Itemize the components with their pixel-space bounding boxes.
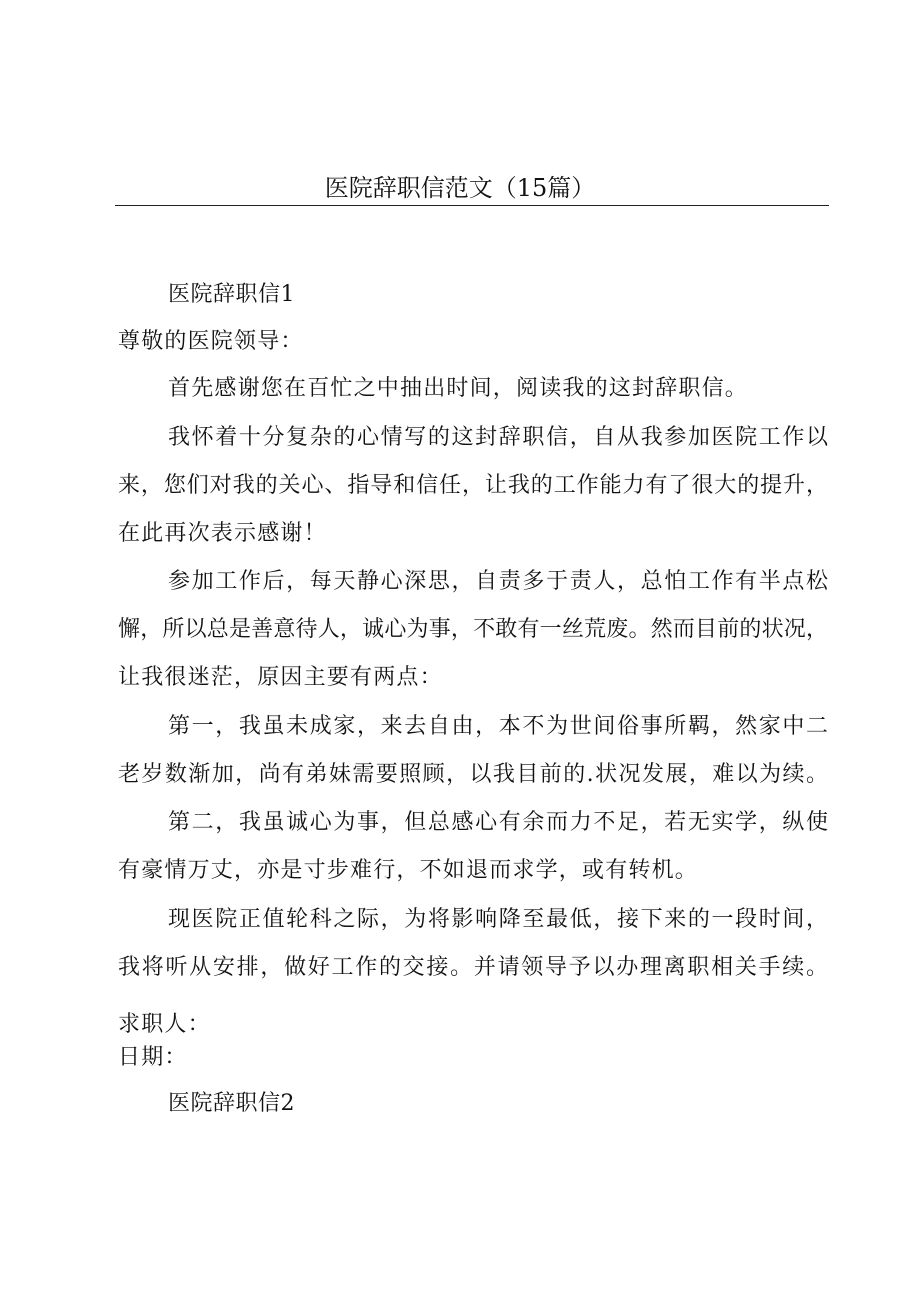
signer-label: 求职人： (118, 1012, 211, 1037)
body-line: 有豪情万丈，亦是寸步难行，不如退而求学，或有转机。 (118, 858, 699, 883)
body-line: 让我很迷茫，原因主要有两点： (118, 665, 443, 690)
letter-heading: 医院辞职信2 (168, 1091, 295, 1116)
salutation: 尊敬的医院领导： (118, 329, 304, 354)
body-line: 参加工作后，每天静心深思，自责多于责人，总怕工作有半点松 (168, 569, 828, 594)
body-line: 老岁数渐加，尚有弟妹需要照顾，以我目前的.状况发展，难以为续。 (118, 762, 828, 787)
title-underline (115, 205, 829, 206)
body-line: 懈，所以总是善意待人，诚心为事，不敢有一丝荒废。然而目前的状况， (118, 617, 828, 642)
body-line: 现医院正值轮科之际，为将影响降至最低，接下来的一段时间， (168, 907, 828, 932)
date-label: 日期： (118, 1045, 188, 1070)
body-line: 我将听从安排，做好工作的交接。并请领导予以办理离职相关手续。 (118, 955, 828, 980)
body-line: 我怀着十分复杂的心情写的这封辞职信，自从我参加医院工作以 (168, 425, 828, 450)
body-line: 第一，我虽未成家，来去自由，本不为世间俗事所羁，然家中二 (168, 714, 828, 739)
body-line: 在此再次表示感谢！ (118, 521, 327, 546)
body-line: 来，您们对我的关心、指导和信任，让我的工作能力有了很大的提升， (118, 473, 828, 498)
body-line: 第二，我虽诚心为事，但总感心有余而力不足，若无实学，纵使 (168, 810, 828, 835)
page-title: 医院辞职信范文（15篇） (324, 174, 596, 202)
body-line: 首先感谢您在百忙之中抽出时间，阅读我的这封辞职信。 (168, 376, 749, 401)
letter-heading: 医院辞职信1 (168, 282, 295, 307)
